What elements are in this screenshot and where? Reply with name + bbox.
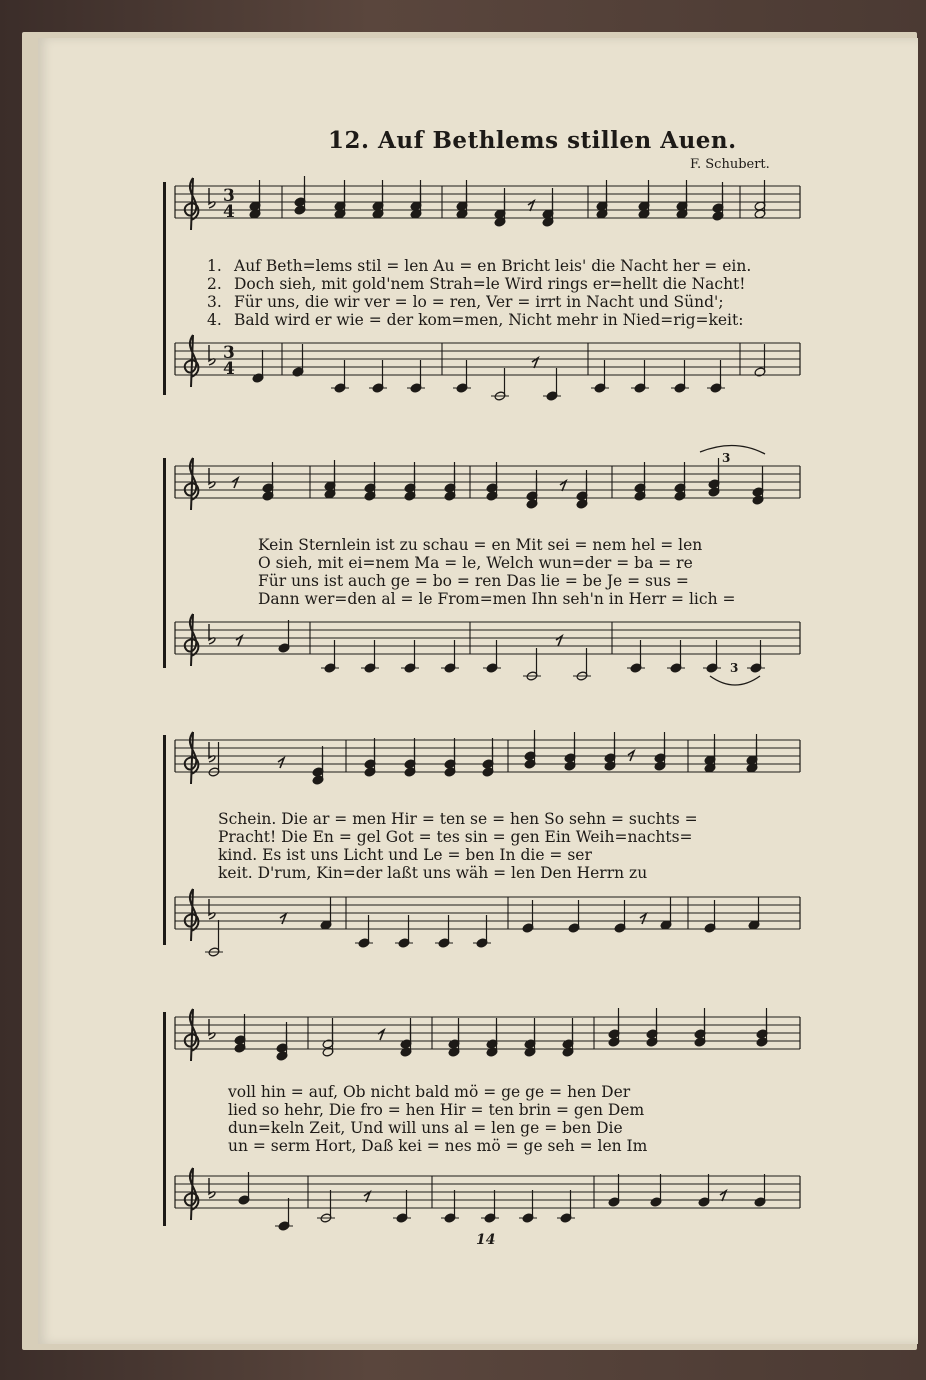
song-title: 12. Auf Bethlems stillen Auen. bbox=[328, 127, 737, 154]
composer-credit: F. Schubert. bbox=[690, 157, 770, 172]
system-bracket bbox=[163, 735, 166, 945]
flat-sign bbox=[209, 1178, 215, 1198]
verse-number: 2. bbox=[207, 275, 222, 293]
lyric-line: Für uns ist auch ge = bo = ren Das lie = be Je = sus = bbox=[258, 572, 689, 590]
lyric-line: O sieh, mit ei=nem Ma = le, Welch wun=der = ba = re bbox=[258, 554, 693, 572]
lyric-line: Pracht! Die En = gel Got = tes sin = gen Ein Weih=nachts= bbox=[218, 828, 693, 846]
lyric-line: Dann wer=den al = le From=men Ihn seh'n in Herr = lich = bbox=[258, 590, 736, 608]
time-signature-numerator: 3 bbox=[223, 343, 235, 363]
flat-sign bbox=[209, 899, 215, 919]
time-signature-numerator: 3 bbox=[223, 186, 235, 206]
tuplet-mark: 3 bbox=[722, 451, 731, 465]
time-signature-denominator: 4 bbox=[223, 359, 235, 379]
verse-number: 4. bbox=[207, 311, 222, 329]
eighth-rest bbox=[278, 758, 284, 768]
flat-sign bbox=[209, 1019, 215, 1039]
lyric-line: Auf Beth=lems stil = len Au = en Bricht leis' die Nacht her = ein. bbox=[234, 257, 752, 275]
page-number: 14 bbox=[476, 1232, 496, 1248]
eighth-rest bbox=[280, 914, 286, 924]
eighth-rest bbox=[378, 1030, 384, 1040]
tuplet-mark: 3 bbox=[730, 661, 739, 675]
slur bbox=[710, 676, 760, 685]
lyric-line: Doch sieh, mit gold'nem Strah=le Wird rings er=hellt die Nacht! bbox=[234, 275, 746, 293]
time-signature-denominator: 4 bbox=[223, 202, 235, 222]
flat-sign bbox=[209, 742, 215, 762]
lyric-line: un = serm Hort, Daß kei = nes mö = ge seh = len Im bbox=[228, 1137, 648, 1155]
flat-sign bbox=[209, 188, 215, 208]
lyric-line: kind. Es ist uns Licht und Le = ben In die = ser bbox=[218, 846, 592, 864]
lyric-line: dun=keln Zeit, Und will uns al = len ge = ben Die bbox=[228, 1119, 623, 1137]
verse-number: 3. bbox=[207, 293, 222, 311]
slur bbox=[700, 445, 765, 454]
flat-sign bbox=[209, 468, 215, 488]
lyric-line: Kein Sternlein ist zu schau = en Mit sei = nem hel = len bbox=[258, 536, 703, 554]
eighth-rest bbox=[640, 914, 646, 924]
flat-sign bbox=[209, 624, 215, 644]
verse-number: 1. bbox=[207, 257, 222, 275]
system-bracket bbox=[163, 458, 166, 668]
lyric-line: Bald wird er wie = der kom=men, Nicht mehr in Nied=rig=keit: bbox=[234, 311, 744, 329]
lyric-line: keit. D'rum, Kin=der laßt uns wäh = len Den Herrn zu bbox=[218, 864, 648, 882]
system-bracket bbox=[163, 182, 166, 395]
lyric-line: Für uns, die wir ver = lo = ren, Ver = irrt in Nacht und Sünd'; bbox=[234, 293, 724, 311]
lyric-line: Schein. Die ar = men Hir = ten se = hen So sehn = suchts = bbox=[218, 810, 698, 828]
system-bracket bbox=[163, 1012, 166, 1226]
eighth-rest bbox=[232, 478, 238, 488]
lyric-line: lied so hehr, Die fro = hen Hir = ten brin = gen Dem bbox=[228, 1101, 645, 1119]
flat-sign bbox=[209, 345, 215, 365]
lyric-line: voll hin = auf, Ob nicht bald mö = ge ge = hen Der bbox=[228, 1083, 631, 1101]
